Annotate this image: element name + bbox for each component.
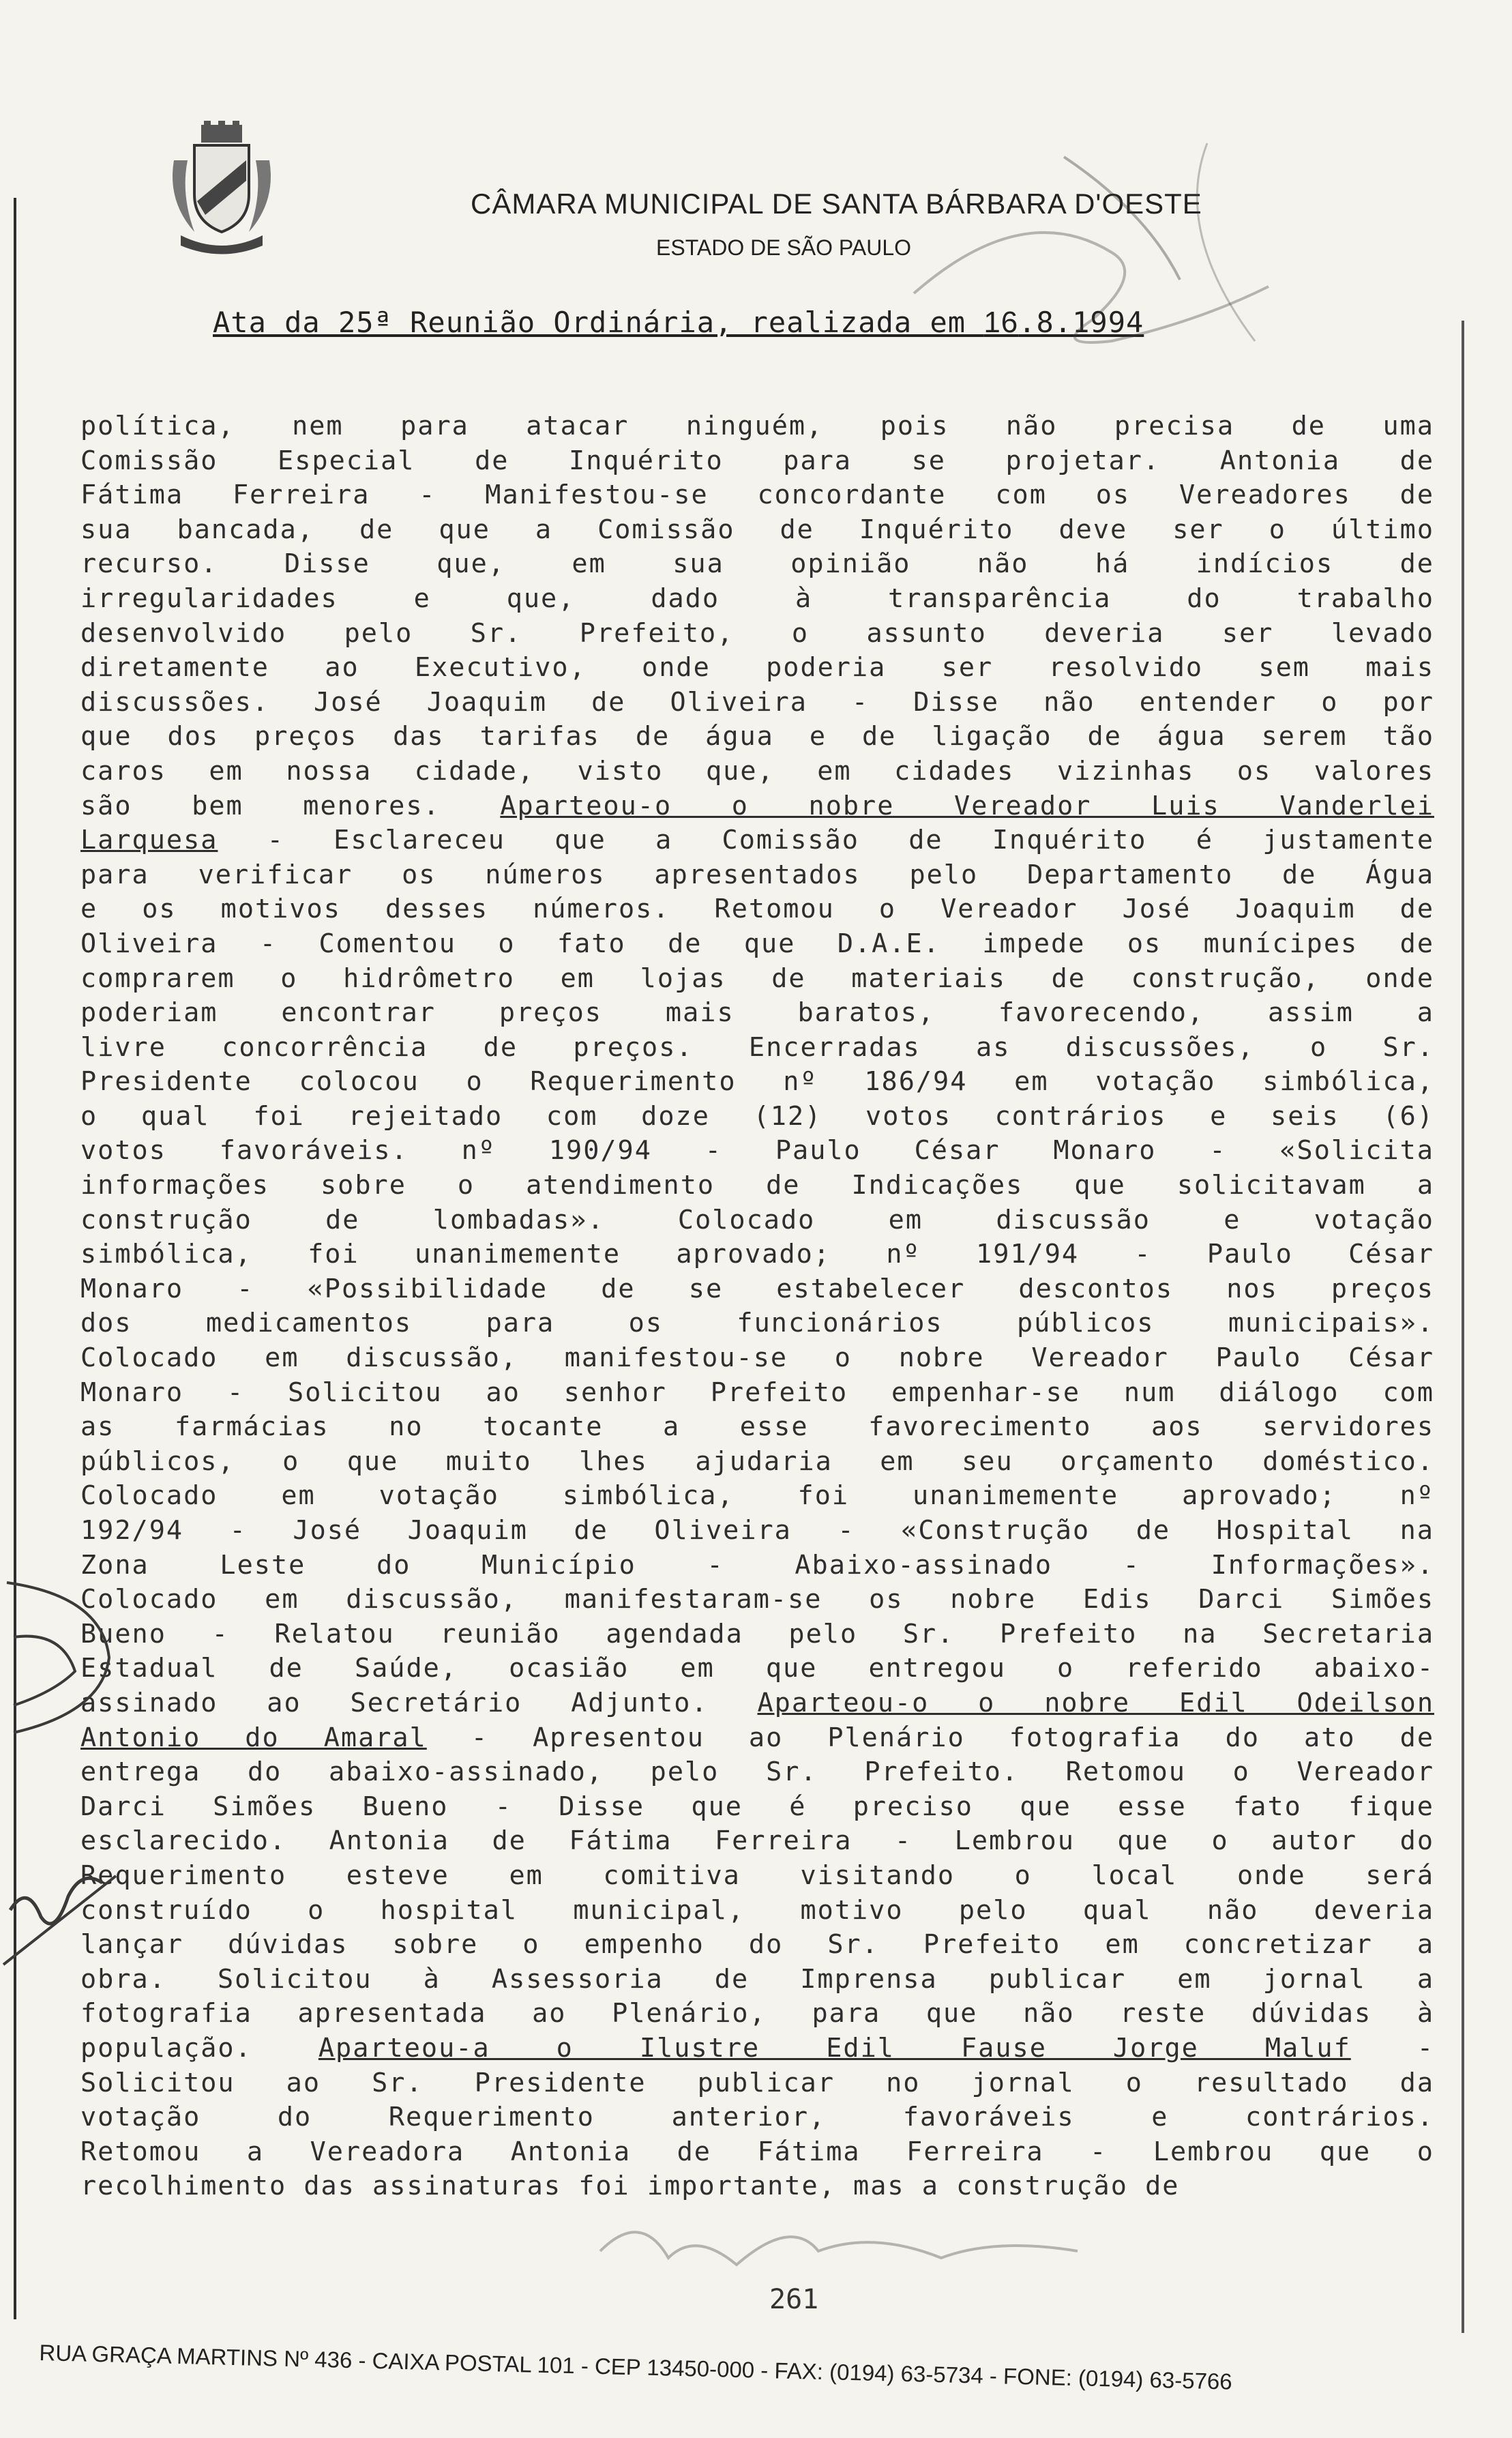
text-fragment: - Apresentou ao Plenário fotografia do ato de [426, 1722, 1434, 1753]
text-line: discussões. José Joaquim de Oliveira - Disse não entender o por [80, 686, 1434, 718]
institution-title: CÂMARA MUNICIPAL DE SANTA BÁRBARA D'OESTE [471, 188, 1202, 220]
aparte-underlined: Aparteou-a o Ilustre Edil Fause Jorge Maluf [318, 2032, 1351, 2064]
text-line: livre concorrência de preços. Encerradas as discussões, o Sr. [80, 1031, 1434, 1063]
text-line: o qual foi rejeitado com doze (12) votos contrários e seis (6) [80, 1100, 1434, 1132]
text-line: esclarecido. Antonia de Fátima Ferreira - Lembrou que o autor do [80, 1825, 1434, 1857]
text-line: 192/94 - José Joaquim de Oliveira - «Construção de Hospital na [80, 1515, 1434, 1546]
text-line: recurso. Disse que, em sua opinião não há indícios de [80, 548, 1434, 580]
text-line: sua bancada, de que a Comissão de Inquérito deve ser o último [80, 514, 1434, 545]
text-line: Zona Leste do Município - Abaixo-assinado - Informações». [80, 1549, 1434, 1581]
text-line: Comissão Especial de Inquérito para se projetar. Antonia de [80, 445, 1434, 476]
text-line [80, 1721, 1434, 1756]
text-line: públicos, o que muito lhes ajudaria em seu orçamento doméstico. [80, 1445, 1434, 1477]
text-fragment: população. [80, 2032, 318, 2064]
text-line: votos favoráveis. nº 190/94 - Paulo César Monaro - «Solicita [80, 1135, 1434, 1166]
text-line: Fátima Ferreira - Manifestou-se concordante com os Vereadores de [80, 480, 1434, 511]
text-line: que dos preços das tarifas de água e de ligação de água serem tão [80, 721, 1434, 752]
page-number: 261 [769, 2284, 819, 2315]
aparte-underlined: Antonio do Amaral [80, 1722, 427, 1753]
text-line: irregularidades e que, dado à transparência do trabalho [80, 583, 1434, 614]
text-fragment: - Esclareceu que a Comissão de Inquérito é justamente [218, 825, 1434, 856]
text-fragment: - [1350, 2032, 1434, 2064]
text-line: fotografia apresentada ao Plenário, para que não reste dúvidas à [80, 1998, 1434, 2029]
text-fragment: são bem menores. [80, 790, 501, 821]
left-margin-line [14, 198, 16, 2319]
footer-address: RUA GRAÇA MARTINS Nº 436 - CAIXA POSTAL 101 - CEP 13450-000 - FAX: (0194) 63-5734 - FONE: (0194) 63-5766 [39, 2340, 1233, 2394]
text-line: caros em nossa cidade, visto que, em cidades vizinhas os valores [80, 755, 1434, 787]
text-line: Colocado em discussão, manifestou-se o nobre Vereador Paulo César [80, 1342, 1434, 1374]
text-line: dos medicamentos para os funcionários públicos municipais». [80, 1308, 1434, 1339]
signature-mark-top [887, 116, 1309, 402]
text-line: poderiam encontrar preços mais baratos, favorecendo, assim a [80, 997, 1434, 1029]
text-line: diretamente ao Executivo, onde poderia ser resolvido sem mais [80, 652, 1434, 684]
text-line: Solicitou ao Sr. Presidente publicar no jornal o resultado da [80, 2067, 1434, 2098]
text-line: Presidente colocou o Requerimento nº 186/94 em votação simbólica, [80, 1066, 1434, 1098]
text-line: as farmácias no tocante a esse favorecimento aos servidores [80, 1411, 1434, 1443]
text-line: Colocado em votação simbólica, foi unanimemente aprovado; nº [80, 1480, 1434, 1512]
text-line: votação do Requerimento anterior, favoráveis e contrários. [80, 2102, 1434, 2133]
text-line: para verificar os números apresentados pelo Departamento de Água [80, 859, 1434, 890]
text-line [80, 823, 1434, 858]
title-prefix: Ata da 25ª Reunião Ordinária, realizada em [213, 306, 984, 339]
text-line: construído o hospital municipal, motivo pelo qual não deveria [80, 1894, 1434, 1926]
title-suffix: .8.1994 [1018, 306, 1144, 339]
text-line: Monaro - Solicitou ao senhor Prefeito empenhar-se num diálogo com [80, 1377, 1434, 1408]
text-line: Darci Simões Bueno - Disse que é preciso que esse fato fique [80, 1791, 1434, 1822]
text-line: recolhimento das assinaturas foi importante, mas a construção de [80, 2171, 1180, 2202]
aparte-underlined: Aparteou-o o nobre Edil Odeilson [757, 1687, 1434, 1718]
text-line: simbólica, foi unanimemente aprovado; nº 191/94 - Paulo César [80, 1239, 1434, 1270]
text-line: Estadual de Saúde, ocasião em que entregou o referido abaixo- [80, 1653, 1434, 1684]
text-line: comprarem o hidrômetro em lojas de materiais de construção, onde [80, 963, 1434, 994]
text-line: desenvolvido pelo Sr. Prefeito, o assunto deveria ser levado [80, 617, 1434, 649]
text-fragment: assinado ao Secretário Adjunto. [80, 1687, 758, 1718]
text-line: entrega do abaixo-assinado, pelo Sr. Prefeito. Retomou o Vereador [80, 1757, 1434, 1788]
state-subtitle: ESTADO DE SÃO PAULO [656, 235, 912, 260]
coat-of-arms-icon [167, 119, 276, 263]
document-title [213, 306, 1144, 340]
text-line: política, nem para atacar ninguém, pois não precisa de uma [80, 411, 1434, 441]
text-line: Colocado em discussão, manifestaram-se os nobre Edis Darci Simões [80, 1584, 1434, 1615]
right-margin-line [1462, 321, 1464, 2333]
signature-mark-bottom [587, 2203, 1105, 2278]
text-line: e os motivos desses números. Retomou o Vereador José Joaquim de [80, 894, 1434, 925]
title-day: 16 [983, 306, 1019, 339]
text-line: construção de lombadas». Colocado em discussão e votação [80, 1204, 1434, 1235]
text-line: lançar dúvidas sobre o empenho do Sr. Prefeito em concretizar a [80, 1929, 1434, 1960]
text-line: Retomou a Vereadora Antonia de Fátima Ferreira - Lembrou que o [80, 2136, 1434, 2167]
text-line [80, 1686, 1434, 1721]
text-line: Bueno - Relatou reunião agendada pelo Sr. Prefeito na Secretaria [80, 1618, 1434, 1649]
text-line: obra. Solicitou à Assessoria de Imprensa publicar em jornal a [80, 1963, 1434, 1995]
text-line: Requerimento esteve em comitiva visitando o local onde será [80, 1860, 1434, 1891]
aparte-underlined: Larquesa [80, 825, 218, 856]
text-line: Oliveira - Comentou o fato de que D.A.E. impede os munícipes de [80, 928, 1434, 959]
text-line [80, 789, 1434, 824]
text-line [80, 2031, 1434, 2066]
aparte-underlined: Aparteou-o o nobre Vereador Luis Vanderlei [500, 790, 1434, 821]
text-line: Monaro - «Possibilidade de se estabelecer descontos nos preços [80, 1273, 1434, 1304]
minutes-body [80, 409, 1434, 2204]
text-line: informações sobre o atendimento de Indicações que solicitavam a [80, 1170, 1434, 1201]
